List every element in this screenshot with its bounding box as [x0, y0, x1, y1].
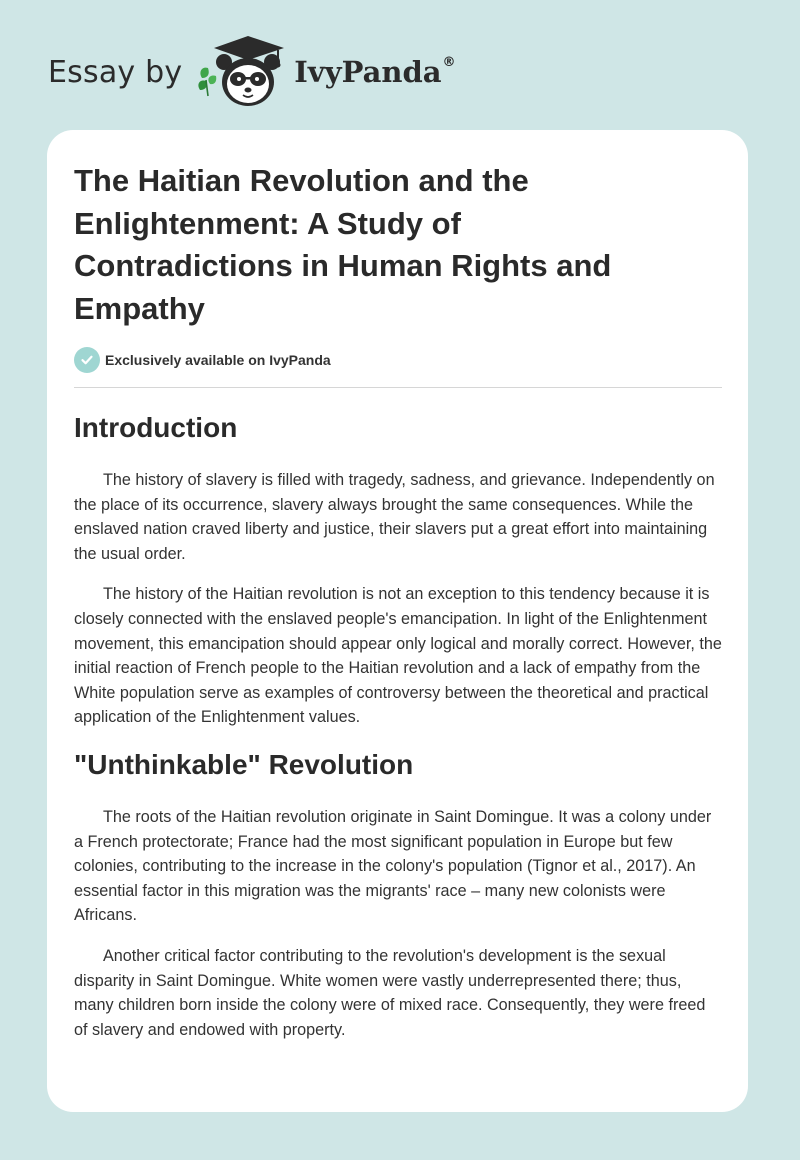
paragraph: The history of slavery is filled with tragedy, sadness, and grievance. Independently on the place of its occurrence, slavery always brought the same consequences. While the enslaved nation craved liberty and justice, their slavers put a great effort into maintaining the usual order.: [74, 471, 715, 563]
brand-prefix: Essay by: [48, 54, 183, 90]
section-heading-unthinkable-revolution: "Unthinkable" Revolution: [74, 748, 414, 780]
exclusive-badge-label: Exclusively available on IvyPanda: [105, 352, 331, 368]
brand-name[interactable]: [294, 55, 455, 89]
panda-logo-icon[interactable]: [196, 34, 292, 110]
registered-mark: ®: [442, 55, 456, 70]
check-circle-icon: [74, 347, 100, 373]
section-heading-introduction: Introduction: [74, 412, 238, 443]
paragraph: The roots of the Haitian revolution originate in Saint Domingue. It was a colony under a French protectorate; France had the most significant population in Europe but few colonies, contributing to the increase in the colony's population (Tignor et al., 2017). An essential factor in this migration was the migrants' race – many new colonists were Africans.: [74, 807, 712, 925]
exclusive-badge: [74, 347, 722, 373]
page-title: The Haitian Revolution and the Enlightenment: A Study of Contradictions in Human Rights and Empathy: [74, 163, 612, 326]
ivy-leaf-icon: [199, 68, 217, 96]
paragraph: The history of the Haitian revolution is not an exception to this tendency because it is closely connected with the enslaved people's emancipation. In light of the Enlightenment movement, this emancipation should appear only logical and morally correct. However, the initial reaction of French people to the Haitian revolution and a lack of empathy from the White population serve as examples of controversy between the theoretical and practical application of the Enlightenment values.: [74, 585, 722, 727]
brand-name-text: IvyPanda: [294, 55, 442, 89]
brand-header: [48, 34, 456, 110]
paragraph: Another critical factor contributing to the revolution's development is the sexual disparity in Saint Domingue. White women were vastly underrepresented there; thus, many children born inside the colony were of mixed race. Consequently, they were freed of slavery and endowed with property.: [74, 946, 706, 1039]
title-divider: [74, 387, 722, 388]
essay-card: [47, 130, 748, 1112]
